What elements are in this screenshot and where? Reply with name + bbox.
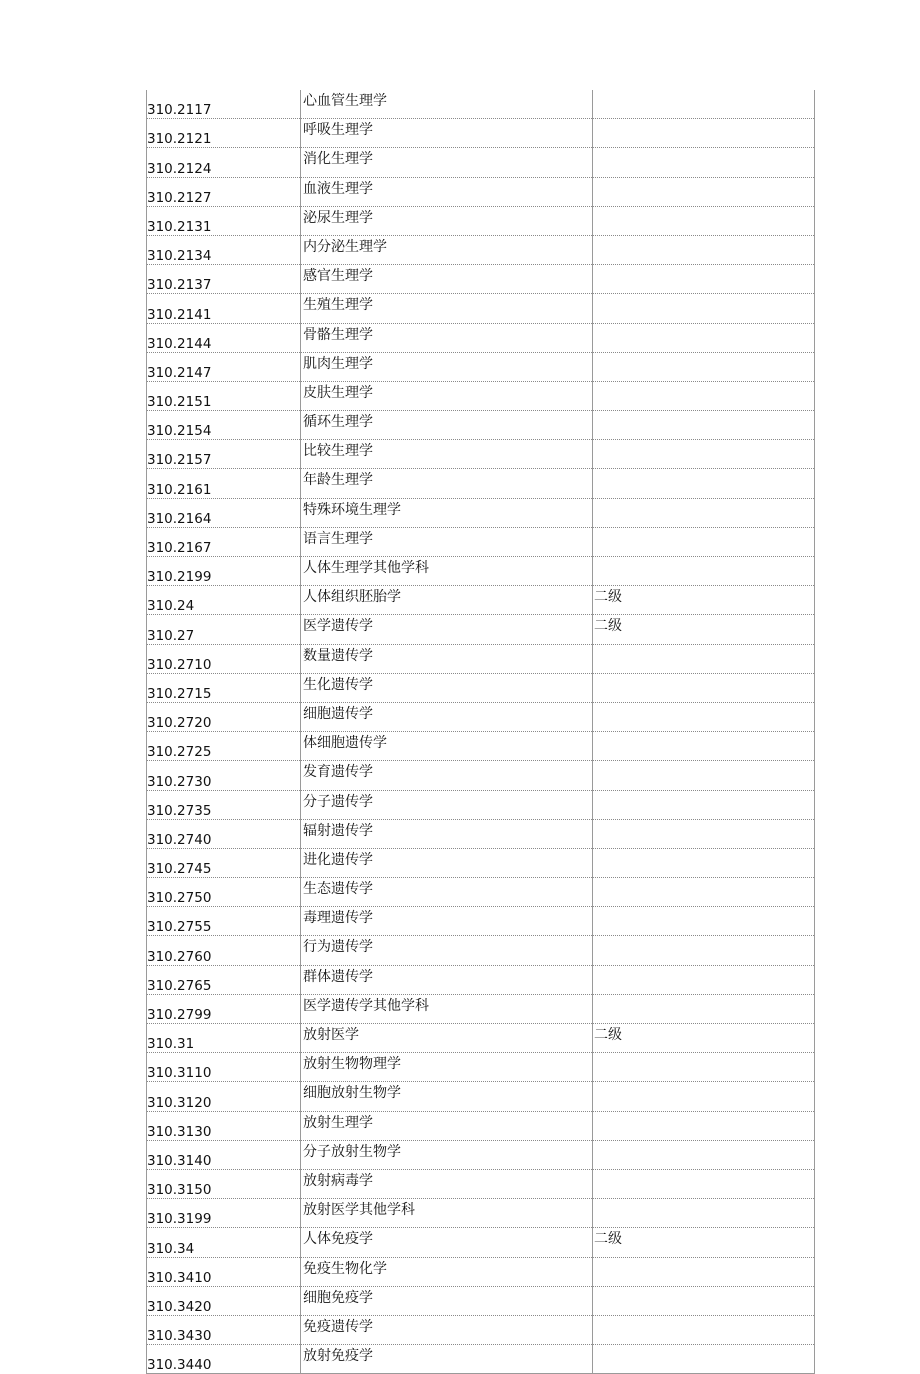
discipline-name-cell: 免疫生物化学 [301, 1257, 593, 1286]
discipline-code-cell: 310.2147 [147, 352, 301, 381]
discipline-level-cell [593, 790, 815, 819]
discipline-code-cell: 310.2154 [147, 411, 301, 440]
discipline-name-cell: 年龄生理学 [301, 469, 593, 498]
discipline-name-cell: 分子遗传学 [301, 790, 593, 819]
discipline-level-cell [593, 381, 815, 410]
discipline-level-cell [593, 1169, 815, 1198]
discipline-level-cell [593, 673, 815, 702]
discipline-level-cell: 二级 [593, 1228, 815, 1257]
table-row [147, 557, 815, 586]
discipline-name-cell: 数量遗传学 [301, 644, 593, 673]
discipline-name-cell: 消化生理学 [301, 148, 593, 177]
table-row [147, 907, 815, 936]
discipline-code-cell: 310.2710 [147, 644, 301, 673]
discipline-name-cell: 辐射遗传学 [301, 819, 593, 848]
discipline-level-cell [593, 469, 815, 498]
table-row [147, 673, 815, 702]
table-row [147, 206, 815, 235]
discipline-code-cell: 310.2715 [147, 673, 301, 702]
table-row [147, 1053, 815, 1082]
discipline-level-cell [593, 819, 815, 848]
table-row [147, 819, 815, 848]
discipline-level-cell [593, 761, 815, 790]
discipline-code-cell: 310.24 [147, 586, 301, 615]
table-row [147, 965, 815, 994]
discipline-name-cell: 放射生物物理学 [301, 1053, 593, 1082]
discipline-name-cell: 放射病毒学 [301, 1169, 593, 1198]
table-row [147, 177, 815, 206]
table-body [147, 90, 815, 1374]
discipline-code-cell: 310.2157 [147, 440, 301, 469]
discipline-name-cell: 放射生理学 [301, 1111, 593, 1140]
discipline-code-cell: 310.3430 [147, 1315, 301, 1344]
discipline-level-cell [593, 1345, 815, 1374]
discipline-level-cell [593, 1315, 815, 1344]
discipline-code-cell: 310.2745 [147, 848, 301, 877]
discipline-name-cell: 呼吸生理学 [301, 119, 593, 148]
discipline-name-cell: 发育遗传学 [301, 761, 593, 790]
table-row [147, 702, 815, 731]
discipline-level-cell [593, 177, 815, 206]
discipline-code-cell: 310.3120 [147, 1082, 301, 1111]
discipline-name-cell: 人体组织胚胎学 [301, 586, 593, 615]
discipline-level-cell [593, 1053, 815, 1082]
discipline-code-cell: 310.2735 [147, 790, 301, 819]
table-row [147, 1169, 815, 1198]
table-row [147, 615, 815, 644]
discipline-code-cell: 310.2199 [147, 557, 301, 586]
discipline-name-cell: 循环生理学 [301, 411, 593, 440]
discipline-level-cell: 二级 [593, 615, 815, 644]
table-row [147, 1228, 815, 1257]
table-row [147, 469, 815, 498]
table-row [147, 1257, 815, 1286]
discipline-code-cell: 310.2755 [147, 907, 301, 936]
discipline-code-cell: 310.2760 [147, 936, 301, 965]
discipline-name-cell: 心血管生理学 [301, 90, 593, 119]
table-row [147, 1024, 815, 1053]
discipline-name-cell: 感官生理学 [301, 265, 593, 294]
discipline-name-cell: 分子放射生物学 [301, 1140, 593, 1169]
discipline-name-cell: 群体遗传学 [301, 965, 593, 994]
discipline-name-cell: 生殖生理学 [301, 294, 593, 323]
discipline-code-cell: 310.2161 [147, 469, 301, 498]
table-row [147, 790, 815, 819]
table-row [147, 732, 815, 761]
discipline-level-cell: 二级 [593, 1024, 815, 1053]
discipline-level-cell [593, 557, 815, 586]
discipline-level-cell [593, 119, 815, 148]
table-row [147, 1111, 815, 1140]
table-row [147, 1140, 815, 1169]
discipline-code-cell: 310.2117 [147, 90, 301, 119]
discipline-level-cell [593, 235, 815, 264]
discipline-code-cell: 310.2765 [147, 965, 301, 994]
discipline-code-cell: 310.2151 [147, 381, 301, 410]
discipline-name-cell: 行为遗传学 [301, 936, 593, 965]
discipline-name-cell: 体细胞遗传学 [301, 732, 593, 761]
discipline-level-cell [593, 206, 815, 235]
discipline-name-cell: 内分泌生理学 [301, 235, 593, 264]
discipline-code-cell: 310.27 [147, 615, 301, 644]
table-row [147, 644, 815, 673]
discipline-code-cell: 310.3140 [147, 1140, 301, 1169]
discipline-name-cell: 人体免疫学 [301, 1228, 593, 1257]
discipline-code-cell: 310.2725 [147, 732, 301, 761]
discipline-name-cell: 生化遗传学 [301, 673, 593, 702]
discipline-code-cell: 310.31 [147, 1024, 301, 1053]
discipline-name-cell: 细胞放射生物学 [301, 1082, 593, 1111]
discipline-name-cell: 人体生理学其他学科 [301, 557, 593, 586]
discipline-code-table [146, 90, 815, 1374]
discipline-level-cell [593, 702, 815, 731]
table-row [147, 586, 815, 615]
discipline-code-cell: 310.2144 [147, 323, 301, 352]
discipline-level-cell [593, 1082, 815, 1111]
discipline-level-cell [593, 878, 815, 907]
discipline-name-cell: 血液生理学 [301, 177, 593, 206]
discipline-code-cell: 310.3410 [147, 1257, 301, 1286]
discipline-code-cell: 310.2124 [147, 148, 301, 177]
table-row [147, 1199, 815, 1228]
discipline-name-cell: 细胞遗传学 [301, 702, 593, 731]
discipline-code-cell: 310.2137 [147, 265, 301, 294]
discipline-code-cell: 310.3440 [147, 1345, 301, 1374]
table-row [147, 148, 815, 177]
discipline-level-cell [593, 732, 815, 761]
discipline-name-cell: 毒理遗传学 [301, 907, 593, 936]
discipline-level-cell [593, 498, 815, 527]
table-row [147, 498, 815, 527]
discipline-name-cell: 特殊环境生理学 [301, 498, 593, 527]
discipline-name-cell: 细胞免疫学 [301, 1286, 593, 1315]
discipline-name-cell: 免疫遗传学 [301, 1315, 593, 1344]
discipline-level-cell [593, 294, 815, 323]
discipline-code-cell: 310.2127 [147, 177, 301, 206]
discipline-level-cell [593, 148, 815, 177]
table-row [147, 761, 815, 790]
discipline-name-cell: 进化遗传学 [301, 848, 593, 877]
discipline-code-cell: 310.2740 [147, 819, 301, 848]
discipline-level-cell [593, 1199, 815, 1228]
discipline-code-cell: 310.2750 [147, 878, 301, 907]
discipline-code-cell: 310.3150 [147, 1169, 301, 1198]
discipline-name-cell: 放射免疫学 [301, 1345, 593, 1374]
discipline-name-cell: 生态遗传学 [301, 878, 593, 907]
discipline-code-cell: 310.2164 [147, 498, 301, 527]
discipline-level-cell [593, 265, 815, 294]
table-row [147, 352, 815, 381]
table-row [147, 527, 815, 556]
discipline-level-cell [593, 1286, 815, 1315]
discipline-level-cell [593, 907, 815, 936]
discipline-code-cell: 310.3420 [147, 1286, 301, 1315]
table-row [147, 936, 815, 965]
discipline-level-cell [593, 1140, 815, 1169]
table-row [147, 440, 815, 469]
table-row [147, 878, 815, 907]
table-row [147, 323, 815, 352]
discipline-name-cell: 放射医学 [301, 1024, 593, 1053]
discipline-level-cell [593, 994, 815, 1023]
discipline-level-cell [593, 90, 815, 119]
discipline-level-cell [593, 440, 815, 469]
table-row [147, 1082, 815, 1111]
discipline-code-cell: 310.2121 [147, 119, 301, 148]
table-row [147, 411, 815, 440]
table-row [147, 1286, 815, 1315]
discipline-code-cell: 310.2141 [147, 294, 301, 323]
table-row [147, 235, 815, 264]
discipline-name-cell: 医学遗传学其他学科 [301, 994, 593, 1023]
discipline-name-cell: 泌尿生理学 [301, 206, 593, 235]
table-row [147, 848, 815, 877]
discipline-name-cell: 骨骼生理学 [301, 323, 593, 352]
discipline-code-cell: 310.3130 [147, 1111, 301, 1140]
table-row [147, 90, 815, 119]
discipline-code-cell: 310.3110 [147, 1053, 301, 1082]
table-row [147, 1315, 815, 1344]
discipline-level-cell [593, 848, 815, 877]
discipline-code-cell: 310.2799 [147, 994, 301, 1023]
table-row [147, 119, 815, 148]
discipline-level-cell [593, 527, 815, 556]
discipline-level-cell: 二级 [593, 586, 815, 615]
table-row [147, 994, 815, 1023]
discipline-name-cell: 语言生理学 [301, 527, 593, 556]
discipline-code-cell: 310.2720 [147, 702, 301, 731]
discipline-name-cell: 医学遗传学 [301, 615, 593, 644]
discipline-code-cell: 310.2167 [147, 527, 301, 556]
discipline-level-cell [593, 411, 815, 440]
discipline-code-cell: 310.34 [147, 1228, 301, 1257]
discipline-name-cell: 放射医学其他学科 [301, 1199, 593, 1228]
discipline-code-cell: 310.2730 [147, 761, 301, 790]
discipline-level-cell [593, 936, 815, 965]
table-row [147, 1345, 815, 1374]
discipline-level-cell [593, 352, 815, 381]
table-row [147, 265, 815, 294]
discipline-code-cell: 310.2131 [147, 206, 301, 235]
table-row [147, 294, 815, 323]
table-row [147, 381, 815, 410]
discipline-level-cell [593, 323, 815, 352]
discipline-name-cell: 比较生理学 [301, 440, 593, 469]
discipline-code-cell: 310.3199 [147, 1199, 301, 1228]
discipline-name-cell: 肌肉生理学 [301, 352, 593, 381]
discipline-level-cell [593, 1111, 815, 1140]
discipline-level-cell [593, 1257, 815, 1286]
discipline-level-cell [593, 644, 815, 673]
discipline-name-cell: 皮肤生理学 [301, 381, 593, 410]
discipline-level-cell [593, 965, 815, 994]
discipline-code-cell: 310.2134 [147, 235, 301, 264]
